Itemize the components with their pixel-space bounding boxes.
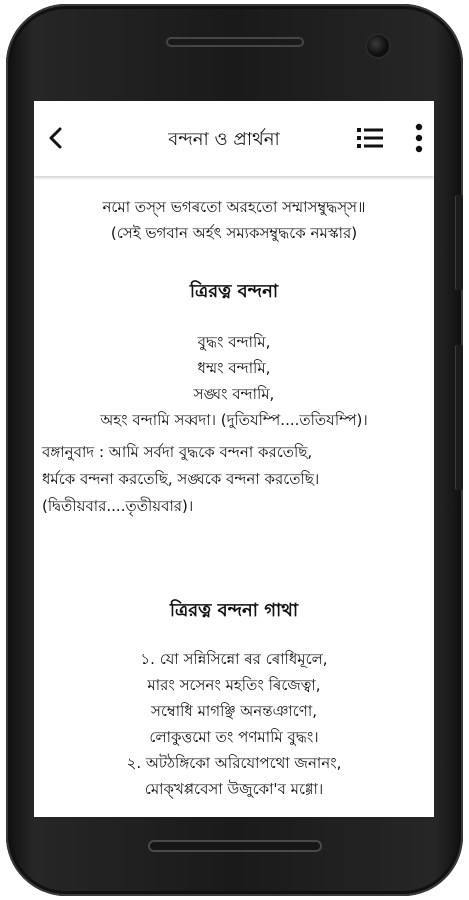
- power-button: [455, 345, 463, 490]
- section1-heading-block: [34, 277, 434, 308]
- translation-line: বঙ্গানুবাদ : আমি সর্বদা বুদ্ধকে বন্দনা করতেছি,: [42, 443, 313, 461]
- verse-line: সম্বোধি মাগঞ্ছি অনন্তঞাণো,: [151, 702, 317, 720]
- section2-verse: [34, 646, 434, 802]
- back-button[interactable]: [42, 123, 70, 153]
- verse-line: ২. অটঠঙ্গিকো অরিযোপথো জনানং,: [126, 754, 342, 772]
- page-title: বন্দনা ও প্রার্থনা: [168, 129, 280, 150]
- app-bar: [34, 101, 434, 176]
- section2-heading-block: [34, 596, 434, 627]
- earpiece-speaker: [166, 37, 304, 47]
- verse-line: বুদ্ধং বন্দামি,: [197, 333, 271, 351]
- verse-line: লোকুত্তমো তং পণমামি বুদ্ধং।: [149, 728, 319, 746]
- section-heading: ত্রিরত্ন বন্দনা গাথা: [169, 600, 299, 621]
- screen: [34, 101, 434, 817]
- more-vertical-icon: [408, 122, 430, 154]
- chevron-left-icon: [42, 123, 70, 153]
- overflow-menu-button[interactable]: [408, 122, 430, 154]
- translation-line: (দ্বিতীয়বার....তৃতীয়বার)।: [42, 497, 194, 515]
- intro-block: [34, 194, 434, 246]
- section-heading: ত্রিরত্ন বন্দনা: [189, 281, 279, 302]
- verse-line: ১. যো সন্নিসিন্নো ৰর ৰোধিমূলে,: [140, 650, 328, 668]
- verse-line: মারং সসেনং মহতিং ৰিজেত্বা,: [147, 676, 321, 694]
- section1-translation: [34, 439, 428, 520]
- verse-line: মোক্খপ্পবেসা উজুকো'ব মগ্গো।: [144, 780, 324, 798]
- section1-verse: [34, 329, 434, 433]
- intro-pali-line: নমো তস্স ভগৰতো অরহতো সম্মাসম্বুদ্ধস্স॥: [102, 198, 366, 216]
- front-camera: [367, 35, 389, 57]
- verse-line: সঙ্ঘং বন্দামি,: [193, 385, 275, 403]
- list-icon: [356, 125, 384, 151]
- translation-line: ধর্মকে বন্দনা করতেছি, সঙ্ঘকে বন্দনা করতেছি।: [42, 470, 320, 488]
- content-scroll-area[interactable]: [34, 176, 434, 817]
- bottom-speaker: [148, 840, 322, 852]
- verse-line: অহং বন্দামি সব্বদা। (দুতিযম্পি....ততিযম্পি)।: [100, 411, 368, 429]
- volume-button: [455, 195, 463, 290]
- list-button[interactable]: [356, 125, 384, 151]
- intro-translation-line: (সেই ভগবান অৰ্হৎ সম্যকসম্বুদ্ধকে নমস্কার): [110, 224, 358, 242]
- verse-line: ধম্মং বন্দামি,: [197, 359, 271, 377]
